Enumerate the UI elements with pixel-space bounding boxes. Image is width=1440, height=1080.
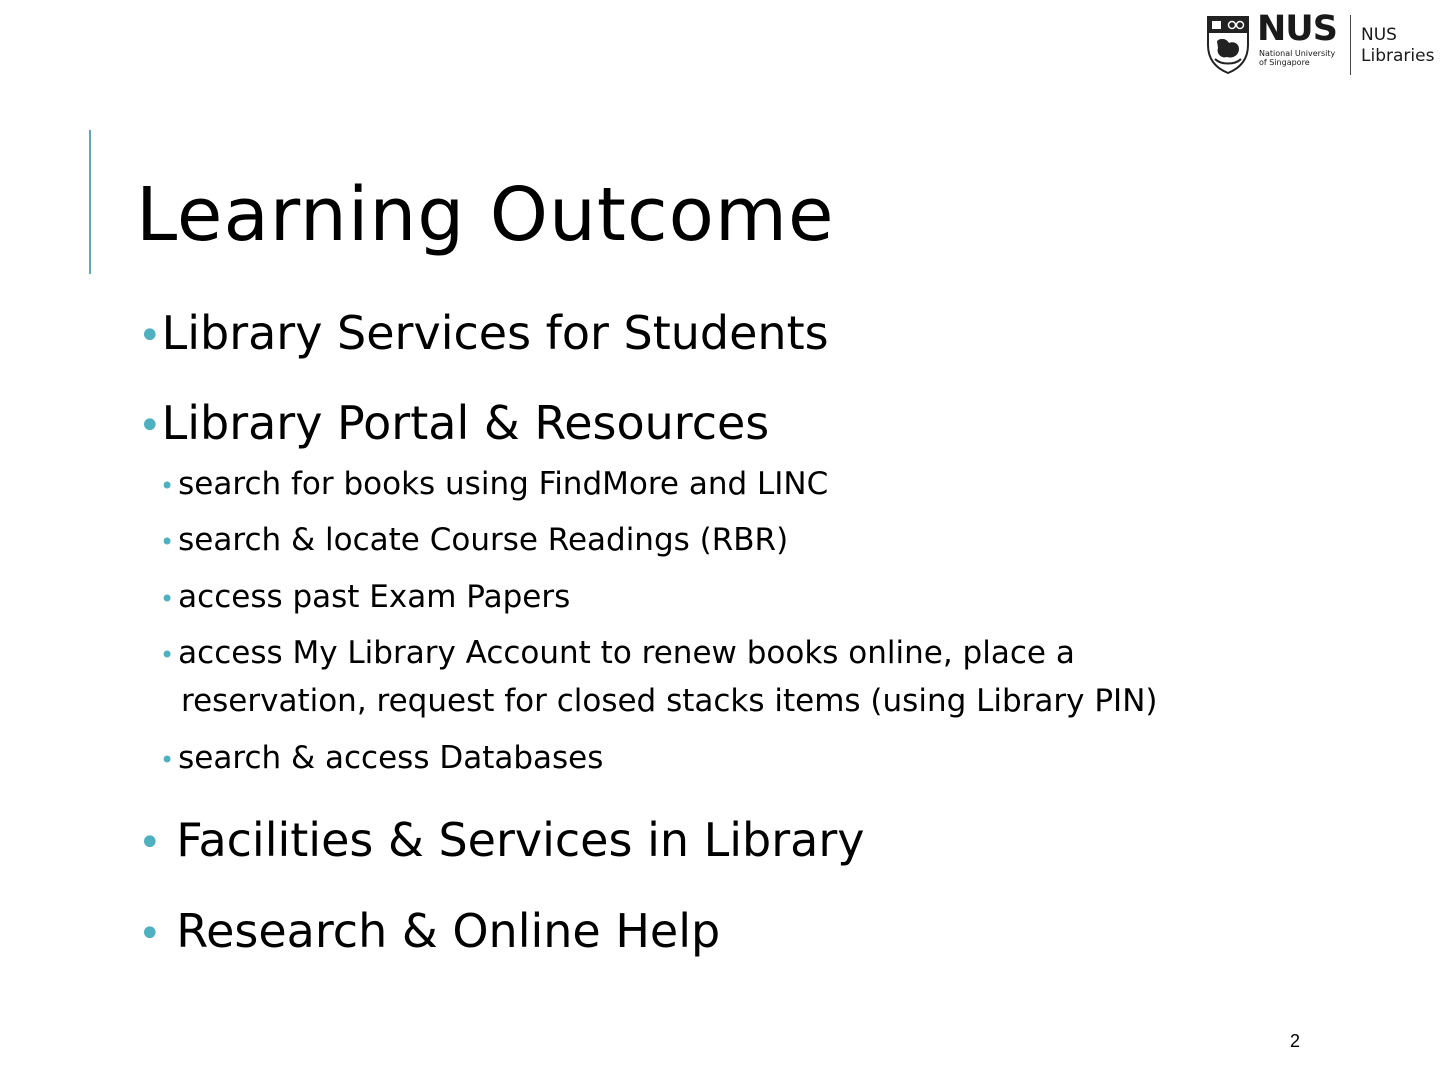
bullet-text: Facilities & Services in Library [176,813,865,867]
page-number: 2 [1290,1031,1301,1051]
bullet-facilities [138,812,864,871]
sub-bullet-library-account-continued: reservation, request for closed stacks items (using Library PIN) [181,683,1158,719]
sub-bullet-library-account [160,629,1075,679]
bullet-text: search for books using FindMore and LINC [178,466,829,502]
bullet-icon: • [160,528,175,556]
nus-libraries-logo [1205,9,1435,75]
bullet-icon: • [160,641,175,669]
bullet-text: access My Library Account to renew books online, place a [178,635,1075,671]
bullet-icon: • [160,472,175,500]
sub-bullet-findmore [160,460,828,510]
sub-bullet-exam-papers [160,573,570,623]
bullet-icon: • [138,313,162,359]
bullet-icon: • [138,403,162,449]
bullet-text: search & access Databases [178,740,604,776]
bullet-icon: • [138,820,162,866]
bullet-icon: • [160,585,175,613]
bullet-research-help [138,903,720,962]
sub-bullet-databases [160,734,603,784]
nus-wordmark: NUS [1257,9,1337,49]
sub-bullet-course-readings [160,516,788,566]
university-name-line2: of Singapore [1259,58,1310,67]
bullet-icon: • [138,911,162,957]
logo-divider [1350,15,1351,75]
libraries-label-line2: Libraries [1361,46,1435,66]
bullet-text: Research & Online Help [176,904,721,958]
bullet-text: access past Exam Papers [178,579,571,615]
libraries-label-line1: NUS [1361,25,1397,45]
bullet-text: search & locate Course Readings (RBR) [178,522,789,558]
bullet-text: Library Services for Students [161,306,829,360]
bullet-text: Library Portal & Resources [161,396,770,450]
title-accent-bar [89,130,91,274]
university-name-line1: National University [1259,49,1336,58]
bullet-icon: • [160,746,175,774]
bullet-library-portal [138,395,769,454]
nus-crest-icon [1205,15,1251,75]
slide-title: Learning Outcome [136,172,835,258]
bullet-library-services [138,305,829,364]
